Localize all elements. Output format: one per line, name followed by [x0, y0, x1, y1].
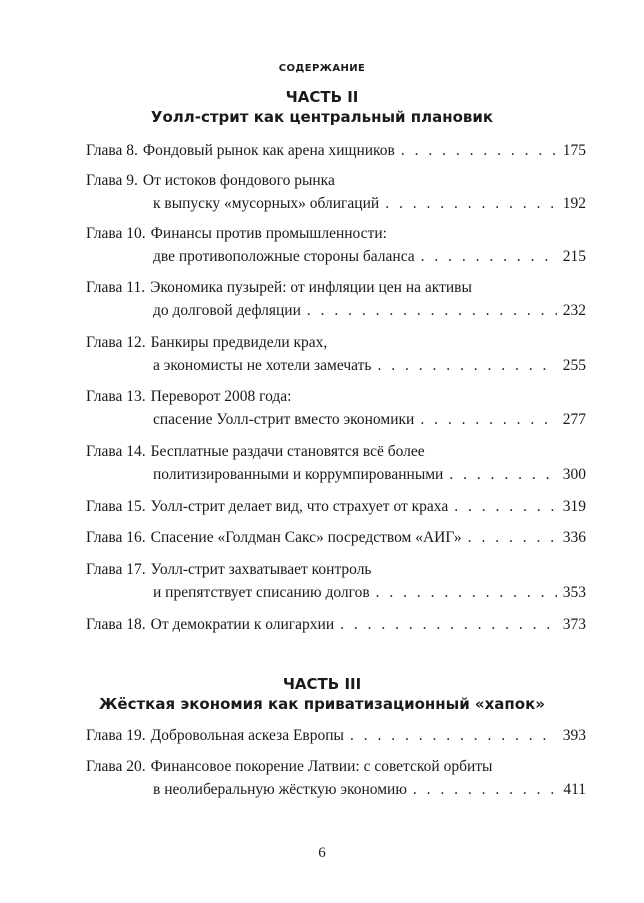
toc-entry-continued[interactable]: [86, 195, 586, 213]
chapter-page: 319: [562, 498, 586, 515]
toc-entry-continued[interactable]: [86, 466, 586, 484]
chapter-label: Глава 15.: [86, 498, 146, 515]
chapter-title: Экономика пузырей: от инфляции цен на активы: [150, 279, 472, 296]
chapter-label: Глава 14.: [86, 443, 146, 460]
chapter-label: Глава 19.: [86, 727, 146, 744]
chapter-title-continued: политизированными и коррумпированными: [153, 466, 444, 483]
chapter-page: 215: [562, 248, 586, 265]
chapter-label: Глава 10.: [86, 225, 146, 242]
chapter-title: Банкиры предвидели крах,: [150, 334, 328, 351]
toc-entry[interactable]: [86, 561, 586, 579]
toc-entry-continued[interactable]: [86, 248, 586, 266]
dot-leader: [420, 411, 556, 429]
part-3-title: Жёсткая экономия как приватизационный «хапок»: [99, 695, 545, 713]
toc-entry[interactable]: [86, 279, 586, 297]
chapter-title: Спасение «Голдман Сакс» посредством «АИГ»: [150, 529, 462, 546]
dot-leader: [401, 142, 557, 160]
chapter-label: Глава 20.: [86, 758, 146, 775]
chapter-title: Бесплатные раздачи становятся всё более: [150, 443, 425, 460]
toc-entry-continued[interactable]: [86, 781, 586, 799]
toc-entry[interactable]: [86, 172, 586, 190]
chapter-title-continued: а экономисты не хотели замечать: [153, 357, 372, 374]
chapter-label: Глава 12.: [86, 334, 146, 351]
chapter-title-continued: спасение Уолл-стрит вместо экономики: [153, 411, 415, 428]
chapter-label: Глава 11.: [86, 279, 146, 296]
chapter-title: Финансы против промышленности:: [150, 225, 387, 242]
chapter-title: Финансовое покорение Латвии: с советской орбиты: [150, 758, 493, 775]
chapter-label: Глава 18.: [86, 616, 146, 633]
chapter-page: 175: [562, 142, 586, 159]
dot-leader: [340, 616, 557, 634]
chapter-title-continued: в неолиберальную жёсткую экономию: [153, 781, 407, 798]
chapter-title-continued: до долговой дефляции: [153, 302, 301, 319]
chapter-page: 232: [562, 302, 586, 319]
dot-leader: [377, 357, 556, 375]
page-number: 6: [318, 845, 326, 861]
chapter-page: 336: [562, 529, 586, 546]
toc-entry[interactable]: [86, 388, 586, 406]
chapter-page: 353: [562, 584, 586, 601]
chapter-page: 411: [563, 781, 586, 798]
chapter-page: 300: [562, 466, 586, 483]
chapter-label: Глава 16.: [86, 529, 146, 546]
chapter-title-continued: две противоположные стороны баланса: [153, 248, 415, 265]
chapter-title: Добровольная аскеза Европы: [150, 727, 344, 744]
chapter-title-continued: к выпуску «мусорных» облигаций: [153, 195, 380, 212]
dot-leader: [307, 302, 557, 320]
dot-leader: [376, 584, 557, 602]
part-2-label: ЧАСТЬ II: [285, 88, 359, 106]
toc-entry[interactable]: [86, 529, 586, 547]
dot-leader: [350, 727, 557, 745]
chapter-label: Глава 8.: [86, 142, 138, 159]
toc-entry-continued[interactable]: [86, 302, 586, 320]
dot-leader: [468, 529, 557, 547]
chapter-label: Глава 13.: [86, 388, 146, 405]
chapter-page: 373: [562, 616, 586, 633]
chapter-title: От демократии к олигархии: [150, 616, 335, 633]
dot-leader: [413, 781, 557, 799]
chapter-title: Уолл-стрит захватывает контроль: [150, 561, 372, 578]
toc-entry[interactable]: [86, 758, 586, 776]
chapter-label: Глава 17.: [86, 561, 146, 578]
toc-entry[interactable]: [86, 225, 586, 243]
chapter-page: 393: [562, 727, 586, 744]
running-head: СОДЕРЖАНИЕ: [278, 63, 366, 74]
toc-entry-continued[interactable]: [86, 357, 586, 375]
dot-leader: [421, 248, 557, 266]
chapter-page: 192: [562, 195, 586, 212]
toc-entry[interactable]: [86, 443, 586, 461]
chapter-title: Фондовый рынок как арена хищников: [142, 142, 395, 159]
dot-leader: [449, 466, 556, 484]
dot-leader: [385, 195, 557, 213]
toc-entry[interactable]: [86, 616, 586, 634]
toc-entry[interactable]: [86, 334, 586, 352]
dot-leader: [454, 498, 557, 516]
chapter-title-continued: и препятствует списанию долгов: [153, 584, 370, 601]
chapter-page: 255: [562, 357, 586, 374]
toc-entry[interactable]: [86, 727, 586, 745]
toc-entry[interactable]: [86, 498, 586, 516]
part-2-title: Уолл-стрит как центральный плановик: [150, 108, 494, 126]
chapter-page: 277: [562, 411, 586, 428]
part-3-label: ЧАСТЬ III: [282, 675, 362, 693]
chapter-title: От истоков фондового рынка: [142, 172, 335, 189]
chapter-title: Уолл-стрит делает вид, что страхует от краха: [150, 498, 449, 515]
chapter-title: Переворот 2008 года:: [150, 388, 292, 405]
toc-entry[interactable]: [86, 142, 586, 160]
toc-entry-continued[interactable]: [86, 411, 586, 429]
toc-entry-continued[interactable]: [86, 584, 586, 602]
chapter-label: Глава 9.: [86, 172, 138, 189]
